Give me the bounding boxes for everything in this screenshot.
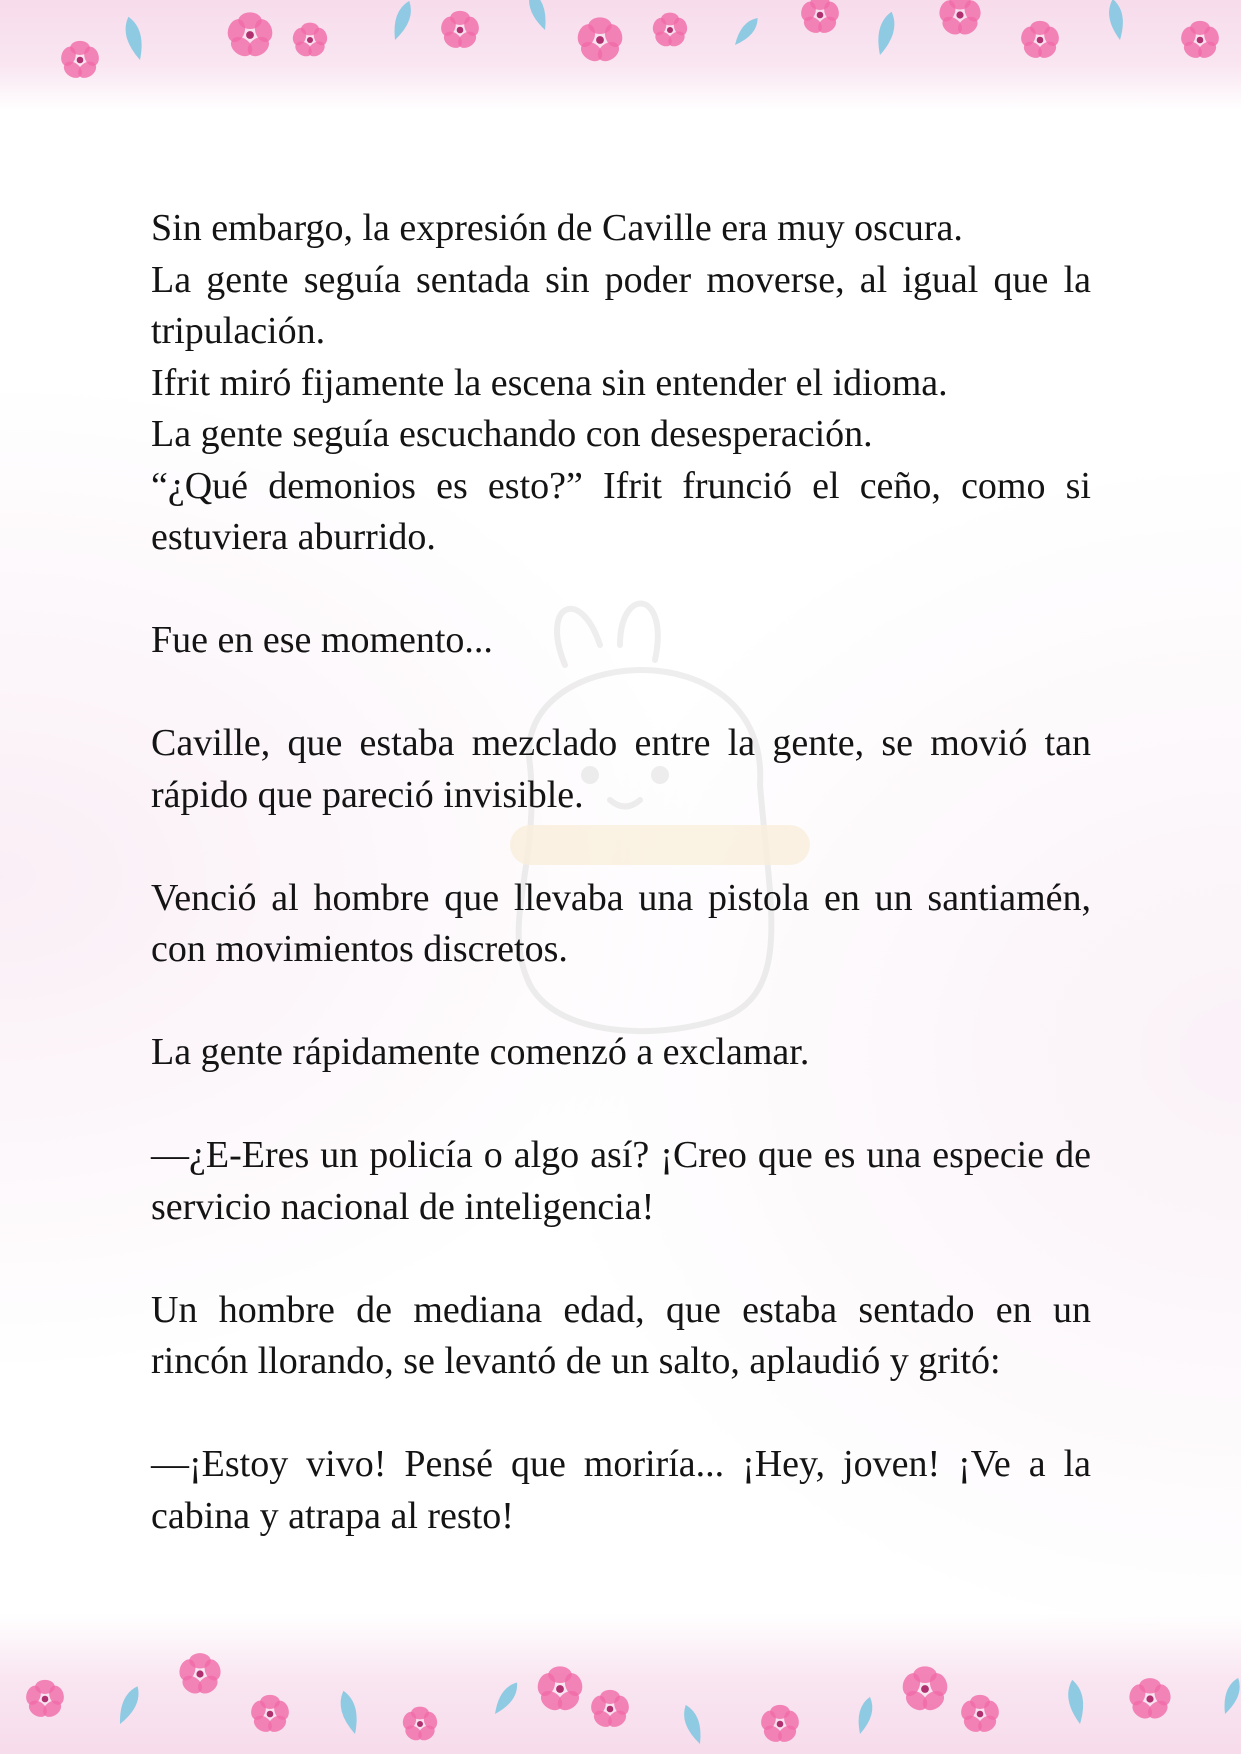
flower-icon: [249, 1695, 292, 1735]
paragraph-9: La gente rápidamente comenzó a exclamar.: [151, 1031, 810, 1073]
flower-icon: [225, 12, 275, 60]
paragraph-gap: [151, 821, 1091, 873]
flower-icon: [651, 13, 690, 50]
leaf-icon: [337, 1689, 362, 1736]
flower-icon: [759, 1705, 802, 1745]
bottom-flower-border: [0, 1614, 1241, 1754]
paragraph-7: Caville, que estaba mezclado entre la gente, se movió tan rápido que pareció invisible.: [151, 722, 1091, 816]
leaf-icon: [122, 15, 147, 62]
paragraph-8: Venció al hombre que llevaba una pistola en un santiamén, con movimientos discretos.: [151, 876, 1091, 970]
flower-icon: [24, 1680, 67, 1720]
story-text: [151, 203, 1091, 1542]
paragraph-5: “¿Qué demonios es esto?” Ifrit frunció el ceño, como si estuviera aburrido.: [151, 464, 1091, 558]
paragraph-gap: [151, 976, 1091, 1028]
flower-icon: [291, 23, 330, 60]
flower-icon: [439, 11, 482, 51]
paragraph-10: —¿E-Eres un policía o algo así? ¡Creo que es una especie de servicio nacional de inteligencia!: [151, 1134, 1091, 1228]
leaf-icon: [680, 1703, 706, 1747]
leaf-icon: [873, 10, 898, 57]
leaf-icon: [114, 1684, 143, 1727]
top-flower-border: [0, 0, 1241, 110]
flower-icon: [1179, 21, 1222, 61]
flower-icon: [937, 0, 983, 38]
flower-icon: [535, 1666, 585, 1714]
flower-icon: [900, 1666, 950, 1714]
paragraph-2: La gente seguía sentada sin poder moverse, al igual que la tripulación.: [151, 258, 1091, 352]
paragraph-gap: [151, 667, 1091, 719]
leaf-icon: [490, 1679, 522, 1717]
flower-garland-icon: [0, 1614, 1241, 1754]
flower-icon: [177, 1653, 223, 1697]
flower-icon: [59, 41, 102, 81]
flower-icon: [401, 1707, 440, 1744]
paragraph-3: Ifrit miró fijamente la escena sin entender el idioma.: [151, 361, 948, 404]
flower-icon: [1019, 21, 1062, 61]
paragraph-gap: [151, 564, 1091, 616]
flower-icon: [589, 1690, 632, 1730]
leaf-icon: [731, 14, 762, 48]
leaf-icon: [525, 0, 551, 32]
leaf-icon: [1106, 0, 1126, 41]
paragraph-12: —¡Estoy vivo! Pensé que moriría... ¡Hey, joven! ¡Ve a la cabina y atrapa al resto!: [151, 1443, 1091, 1537]
paragraph-6: Fue en ese momento...: [151, 619, 493, 661]
flower-icon: [575, 17, 625, 65]
paragraph-gap: [151, 1233, 1091, 1285]
paragraph-gap: [151, 1079, 1091, 1131]
paragraph-1: Sin embargo, la expresión de Caville era muy oscura.: [151, 207, 963, 249]
leaf-icon: [854, 1695, 876, 1735]
leaf-icon: [389, 0, 415, 42]
paragraph-11: Un hombre de mediana edad, que estaba sentado en un rincón llorando, se levantó de un salto, aplaudió y gritó:: [151, 1288, 1091, 1382]
flower-icon: [799, 0, 842, 36]
flower-garland-icon: [0, 0, 1241, 110]
flower-icon: [959, 1695, 1002, 1735]
flower-icon: [1127, 1678, 1173, 1722]
leaf-icon: [1219, 1676, 1241, 1716]
paragraph-4: La gente seguía escuchando con desesperación.: [151, 413, 873, 455]
paragraph-gap: [151, 1388, 1091, 1440]
leaf-icon: [1065, 1679, 1087, 1726]
